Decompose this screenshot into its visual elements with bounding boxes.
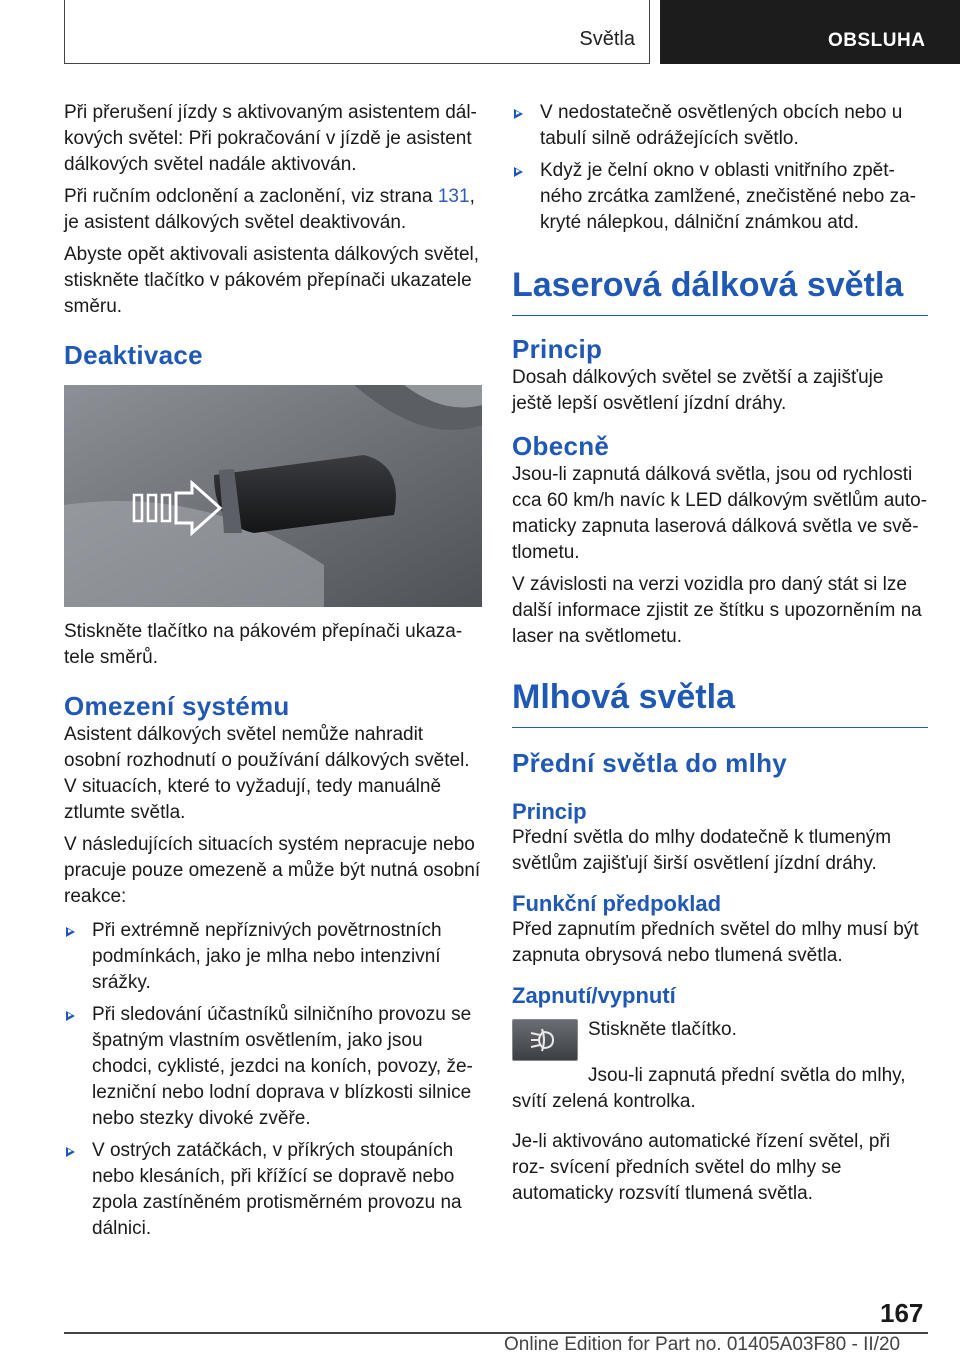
heading-princip-2: Princip — [512, 799, 587, 824]
lever-illustration — [64, 385, 482, 607]
chapter-tab — [660, 0, 960, 64]
heading-princip: Princip — [512, 334, 603, 364]
bullet-triangle-icon — [66, 927, 75, 937]
paragraph: Jsou-li zapnutá dálková světla, jsou od rychlosti cca 60 km/h navíc k LED dálkovým světlům auto‐ maticky zapnuta laserová dálková světla ve svě‐ tlometu. — [512, 464, 927, 563]
chapter-title: OBSLUHA — [828, 30, 926, 51]
header-section-box — [64, 0, 650, 64]
heading-deaktivace: Deaktivace — [64, 340, 203, 370]
paragraph: Jsou-li zapnutá přední světla do mlhy, svítí zelená kontrolka. — [512, 1065, 906, 1112]
page-number: 167 — [880, 1298, 924, 1328]
bullet-triangle-icon — [66, 1011, 75, 1021]
list-item: Při extrémně nepříznivých povětrnostních podmínkách, jako je mlha nebo intenzivní srážky. — [64, 918, 482, 996]
paragraph: Přední světla do mlhy dodatečně k tlumeným světlům zajišťují širší osvětlení jízdní dráhy. — [512, 827, 892, 874]
footer-edition: Online Edition for Part no. 01405A03F80 - II/20 — [504, 1334, 901, 1355]
turn-signal-lever-photo — [64, 385, 482, 607]
left-column — [64, 100, 482, 1248]
section-title: Světla — [579, 28, 635, 50]
list-item: Při sledování účastníků silničního provozu se špatným vlastním osvětlením, jako jsou chodci, cyklisté, jezdci na koních, povozy, že‐ lezniční nebo lodní doprava v blízkosti silnice nebo stezky divoké zvěře. — [64, 1002, 482, 1132]
heading-zapnuti: Zapnutí/vypnutí — [512, 983, 676, 1008]
paragraph: Je-li aktivováno automatické řízení světel, při roz‐ svícení předních světel do mlhy se automaticky rozsvítí tlumená světla. — [512, 1131, 891, 1204]
image-caption: Stiskněte tlačítko na pákovém přepínači ukaza‐ tele směrů. — [64, 621, 463, 668]
paragraph: Před zapnutím předních světel do mlhy musí být zapnuta obrysová nebo tlumená světla. — [512, 919, 919, 966]
paragraph: Při ručním odclonění a zaclonění, viz strana 131, je asistent dálkových světel deaktivován. — [64, 186, 475, 233]
bullet-triangle-icon — [514, 109, 523, 119]
paragraph: Abyste opět aktivovali asistenta dálkových světel, stiskněte tlačítko v pákovém přepínači ukazatele směru. — [64, 244, 480, 317]
fog-button-block — [512, 1019, 928, 1069]
fog-light-button-icon — [512, 1019, 578, 1061]
list-item: Když je čelní okno v oblasti vnitřního zpět‐ ného zrcátka zamlžené, znečistěné nebo za‐ kryté nálepkou, dálniční známkou atd. — [512, 158, 928, 236]
heading-obecne: Obecně — [512, 431, 610, 461]
paragraph: Stiskněte tlačítko. — [588, 1019, 737, 1040]
heading-mlhova: Mlhová světla — [512, 678, 928, 728]
heading-funkcni-predpoklad: Funkční předpoklad — [512, 891, 722, 916]
heading-omezeni: Omezení systému — [64, 691, 290, 721]
list-item: V nedostatečně osvětlených obcích nebo u tabulí silně odrážejících světlo. — [512, 100, 928, 152]
heading-predni-svetla: Přední světla do mlhy — [512, 748, 788, 778]
heading-laserova: Laserová dálková světla — [512, 266, 928, 316]
bullet-triangle-icon — [514, 167, 523, 177]
page-link[interactable]: 131 — [437, 186, 470, 207]
paragraph: V následujících situacích systém nepracuje nebo pracuje pouze omezeně a může být nutná osobní reakce: — [64, 834, 481, 907]
paragraph: Dosah dálkových světel se zvětší a zajišťuje ještě lepší osvětlení jízdní dráhy. — [512, 367, 884, 414]
right-column — [512, 100, 928, 1213]
paragraph: Asistent dálkových světel nemůže nahradit osobní rozhodnutí o používání dálkových světel. V situacích, které to vyžadují, tedy manuálně ztlumte světla. — [64, 724, 470, 823]
paragraph: Při přerušení jízdy s aktivovaným asistentem dál‐ kových světel: Při pokračování v jízdě je asistent dálkových světel nadále aktivován. — [64, 102, 477, 175]
front-fog-light-icon — [513, 1020, 577, 1060]
list-item: V ostrých zatáčkách, v příkrých stoupáních nebo klesáních, při křížící se dopravě nebo zpola zastíněném protisměrném provozu na dálnici. — [64, 1138, 482, 1242]
paragraph: V závislosti na verzi vozidla pro daný stát si lze další informace zjistit ze štítku s upozorněním na laser na světlometu. — [512, 574, 922, 647]
bullet-triangle-icon — [66, 1147, 75, 1157]
